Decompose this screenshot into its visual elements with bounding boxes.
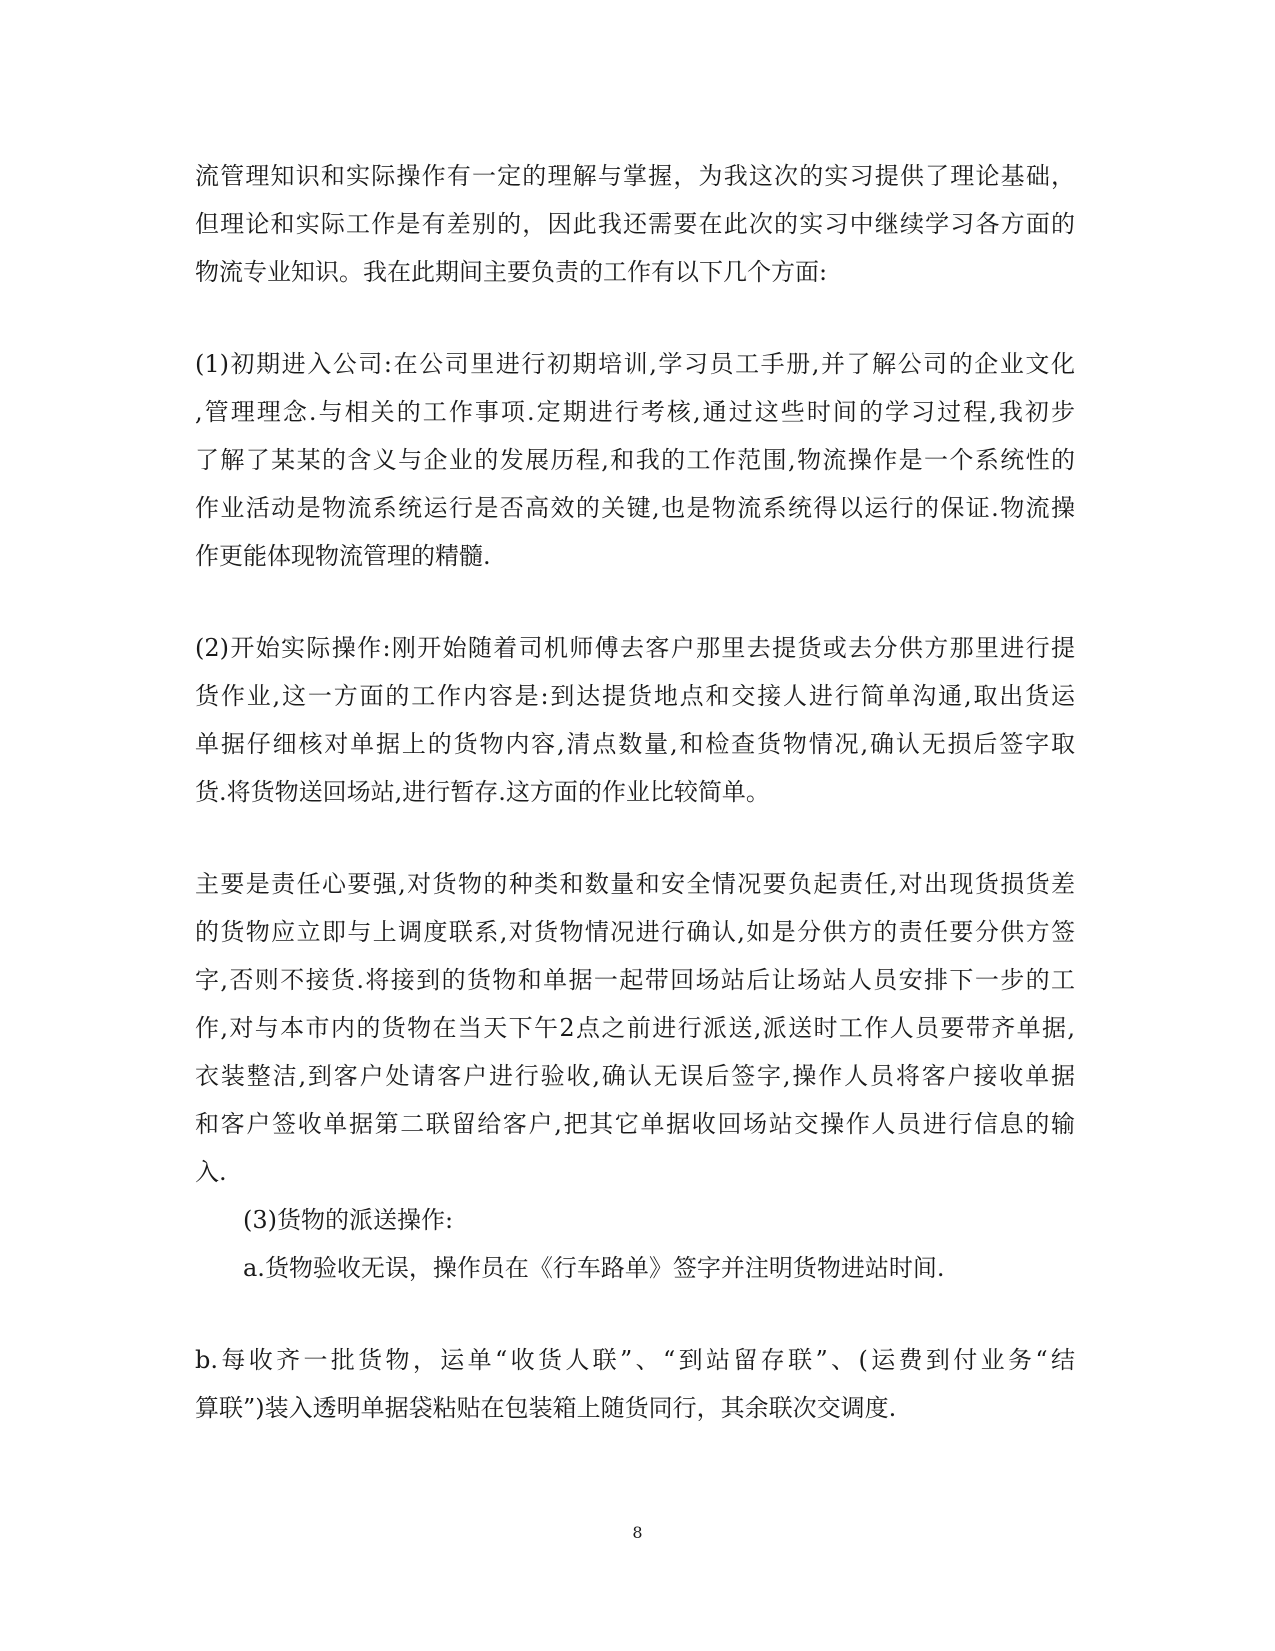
paragraph-3-line-4: 货.将货物送回场站,进行暂存.这方面的作业比较简单。 <box>195 778 770 806</box>
paragraph-5-line-1: (3)货物的派送操作: <box>243 1206 454 1234</box>
page-number: 8 <box>632 1523 643 1542</box>
paragraph-3-line-2: 货作业,这一方面的工作内容是:到达提货地点和交接人进行简单沟通,取出货运 <box>195 682 1075 710</box>
paragraph-4-line-7: 入. <box>195 1158 227 1186</box>
paragraph-4-line-6: 和客户签收单据第二联留给客户,把其它单据收回场站交操作人员进行信息的输 <box>195 1110 1075 1138</box>
paragraph-4-line-2: 的货物应立即与上调度联系,对货物情况进行确认,如是分供方的责任要分供方签 <box>195 918 1075 946</box>
paragraph-2-line-2: ,管理理念.与相关的工作事项.定期进行考核,通过这些时间的学习过程,我初步 <box>195 398 1075 426</box>
paragraph-2-line-1: (1)初期进入公司:在公司里进行初期培训,学习员工手册,并了解公司的企业文化 <box>195 350 1075 378</box>
paragraph-2-line-3: 了解了某某的含义与企业的发展历程,和我的工作范围,物流操作是一个系统性的 <box>195 446 1075 474</box>
paragraph-4-line-5: 衣装整洁,到客户处请客户进行验收,确认无误后签字,操作人员将客户接收单据 <box>195 1062 1075 1090</box>
paragraph-2-line-4: 作业活动是物流系统运行是否高效的关键,也是物流系统得以运行的保证.物流操 <box>195 494 1075 522</box>
paragraph-2-line-5: 作更能体现物流管理的精髓. <box>195 542 491 570</box>
paragraph-3-line-3: 单据仔细核对单据上的货物内容,清点数量,和检查货物情况,确认无损后签字取 <box>195 730 1075 758</box>
paragraph-1-line-2: 但理论和实际工作是有差别的，因此我还需要在此次的实习中继续学习各方面的 <box>195 210 1075 238</box>
paragraph-4-line-3: 字,否则不接货.将接到的货物和单据一起带回场站后让场站人员安排下一步的工 <box>195 966 1075 994</box>
paragraph-3-line-1: (2)开始实际操作:刚开始随着司机师傅去客户那里去提货或去分供方那里进行提 <box>195 634 1075 662</box>
paragraph-7-line-2: 算联”)装入透明单据袋粘贴在包装箱上随货同行，其余联次交调度. <box>195 1394 897 1422</box>
paragraph-7-line-1: b.每收齐一批货物，运单“收货人联”、“到站留存联”、(运费到付业务“结 <box>195 1346 1075 1374</box>
paragraph-4-line-1: 主要是责任心要强,对货物的种类和数量和安全情况要负起责任,对出现货损货差 <box>195 870 1075 898</box>
paragraph-4-line-4: 作,对与本市内的货物在当天下午2点之前进行派送,派送时工作人员要带齐单据, <box>195 1014 1075 1042</box>
paragraph-6-line-1: a.货物验收无误，操作员在《行车路单》签字并注明货物进站时间. <box>243 1254 945 1282</box>
paragraph-1-line-3: 物流专业知识。我在此期间主要负责的工作有以下几个方面: <box>195 258 828 286</box>
paragraph-1-line-1: 流管理知识和实际操作有一定的理解与掌握，为我这次的实习提供了理论基础， <box>195 162 1075 190</box>
